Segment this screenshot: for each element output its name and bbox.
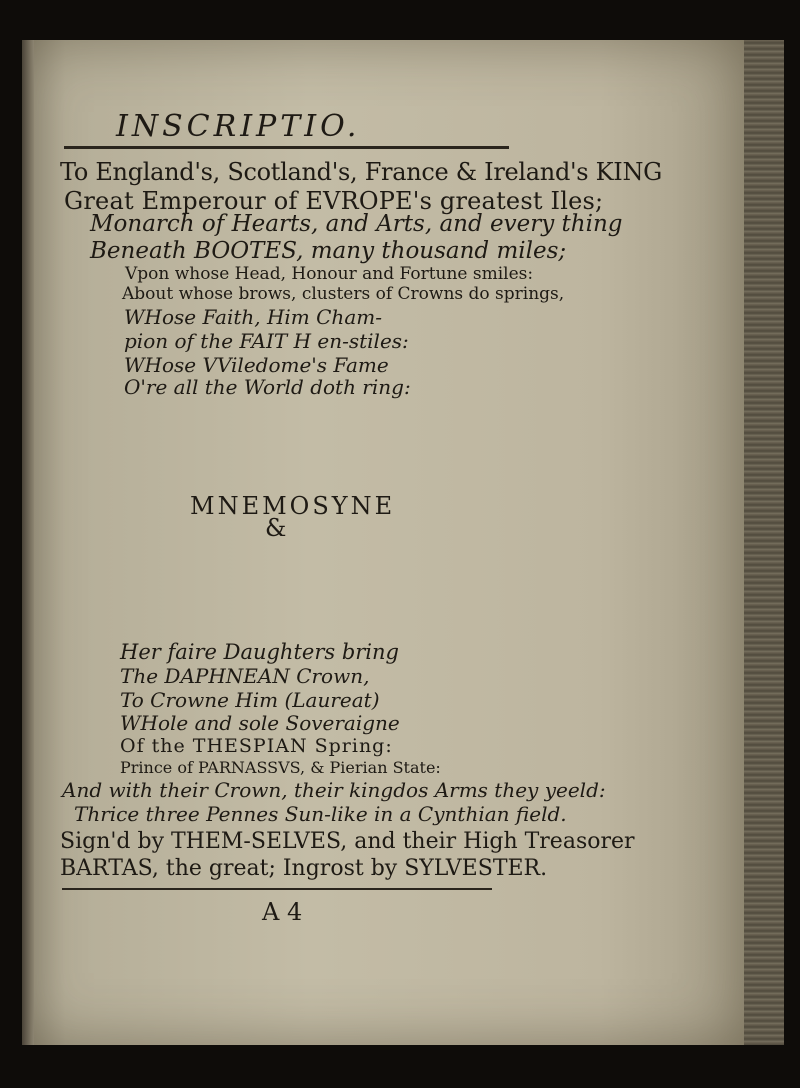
footer-rule [62,888,492,890]
stanza2-line-7: And with their Crown, their kingdos Arms they yeeld: [62,778,606,802]
stanza1-line-3: Monarch of Hearts, and Arts, and every thing [90,211,623,237]
stanza2-line-4: WHole and sole Soveraigne [120,711,400,735]
stanza1-line-2: Great Emperour of EVROPE's greatest Iles; [64,187,604,215]
stanza2-line-1: Her faire Daughters bring [120,640,399,664]
stanza1-line-10: O're all the World doth ring: [124,375,411,399]
stanza2-line-5: Of the THESPIAN Spring: [120,735,393,757]
stanza1-line-6: About whose brows, clusters of Crowns do springs, [122,284,565,304]
running-title: INSCRIPTIO. [116,109,361,144]
stanza2-line-10: BARTAS, the great; Ingrost by SYLVESTER. [60,856,548,881]
book-spine [22,40,34,1045]
stanza1-line-7: WHose Faith, Him Cham- [124,305,382,329]
stanza1-line-4: Beneath BOOTES, many thousand miles; [90,238,567,264]
mnemosyne-heading: MNEMOSYNE [190,492,396,520]
header-rule [64,146,509,149]
stanza2-line-3: To Crowne Him (Laureat) [120,688,380,712]
stanza2-line-6: Prince of PARNASSVS, & Pierian State: [120,758,441,777]
stanza2-line-2: The DAPHNEAN Crown, [120,664,370,688]
page-edges [744,40,784,1045]
stanza1-line-9: WHose VViledome's Fame [124,353,389,377]
signature-mark: A 4 [262,898,303,926]
stanza2-line-8: Thrice three Pennes Sun-like in a Cynthian field. [74,802,567,826]
ampersand: & [265,514,287,542]
stanza2-line-9: Sign'd by THEM-SELVES, and their High Treasorer [60,829,635,854]
stanza1-line-5: Vpon whose Head, Honour and Fortune smiles: [125,264,534,284]
stanza1-line-8: pion of the FAIT H en-stiles: [124,329,409,353]
stanza1-line-1: To England's, Scotland's, France & Ireland's KING [60,158,663,186]
